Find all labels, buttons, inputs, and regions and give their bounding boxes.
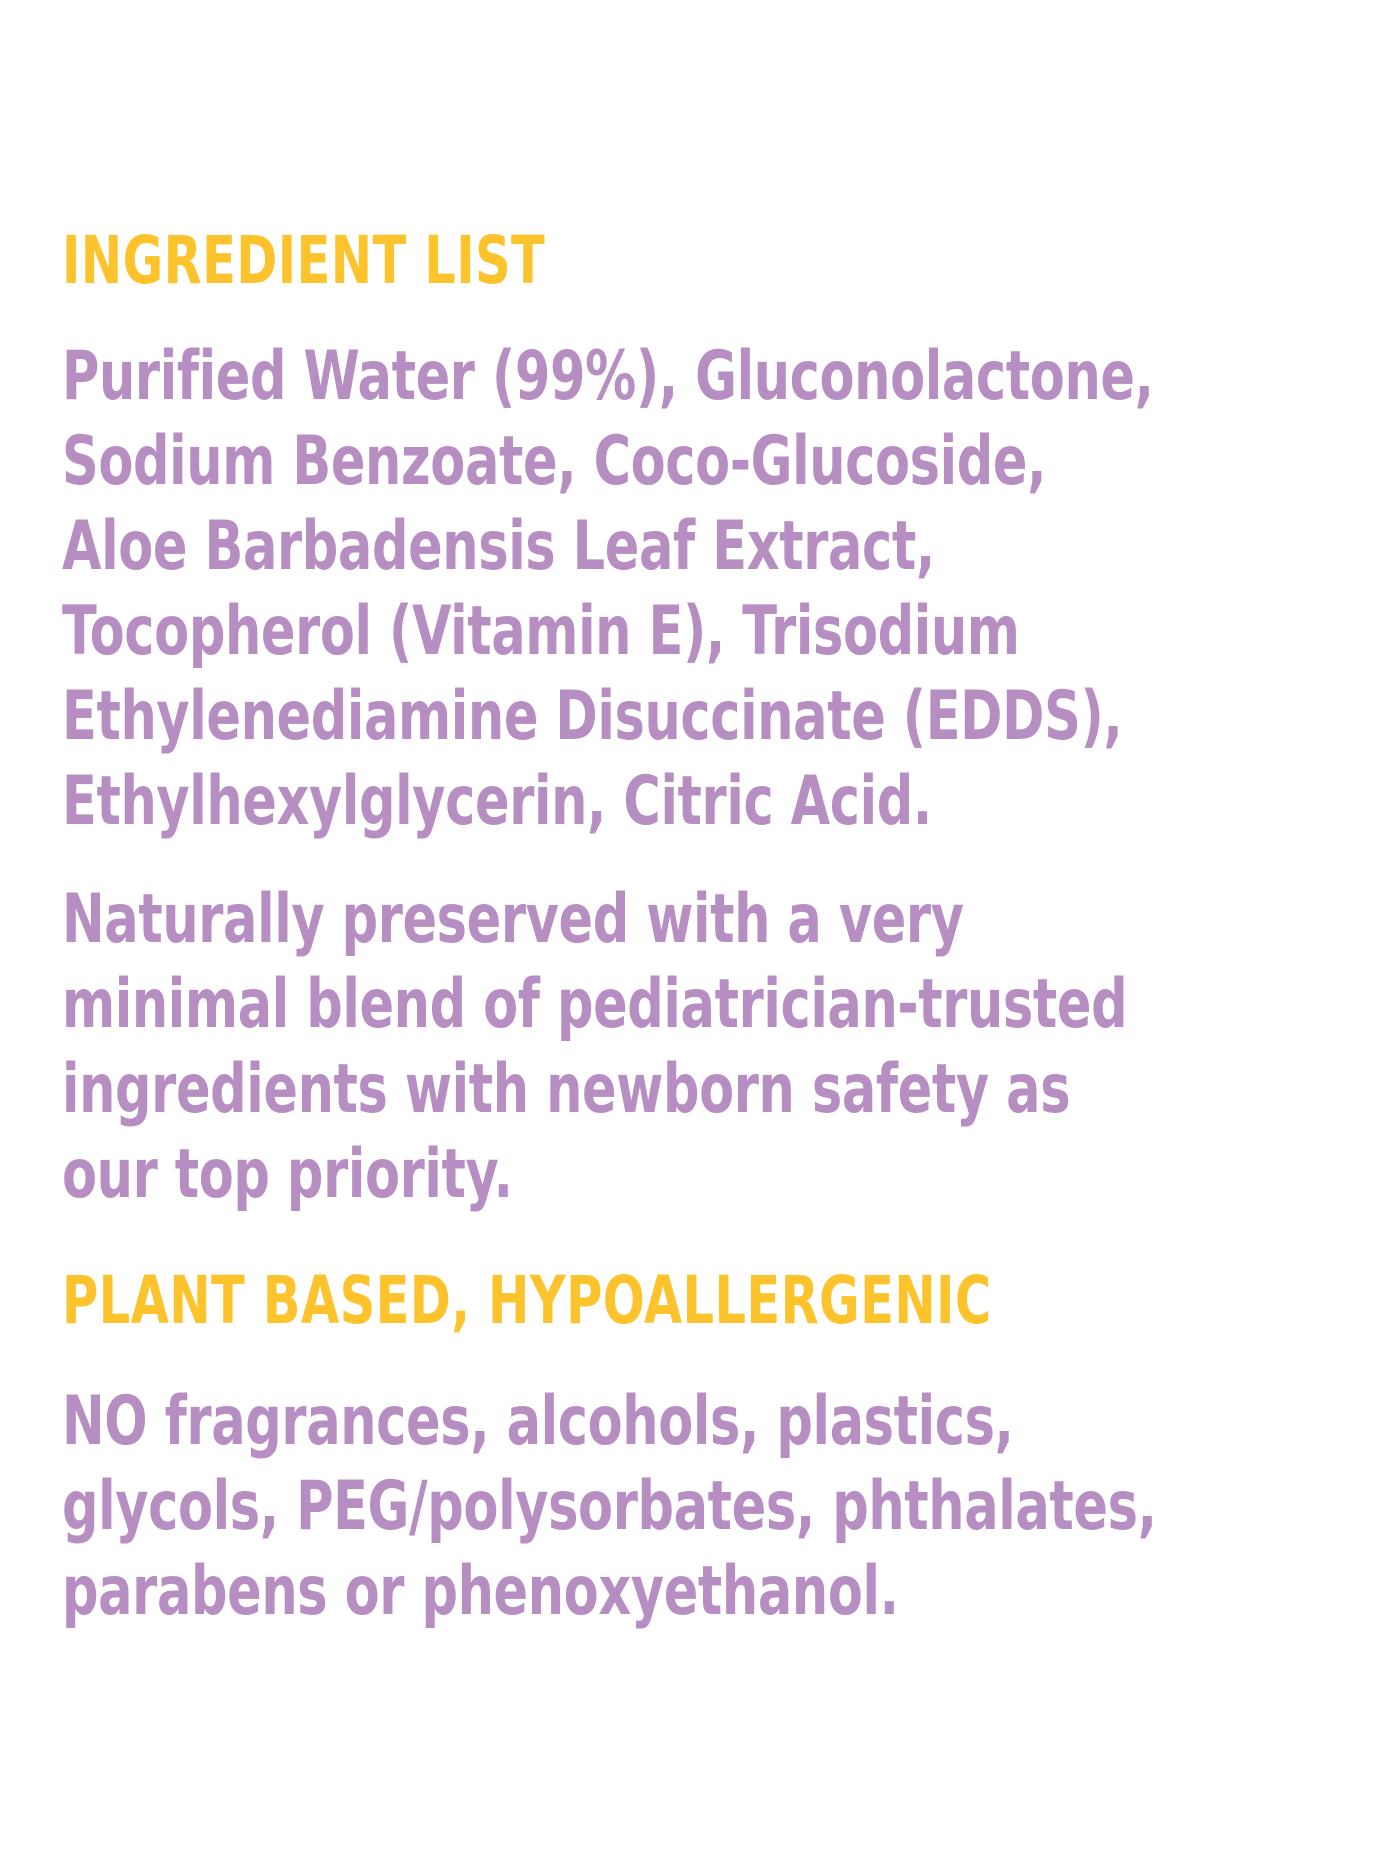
exclusion-line: parabens or phenoxyethanol.: [62, 1552, 899, 1631]
preservative-note-paragraph: [62, 877, 1397, 1217]
plant-based-hypoallergenic-heading: PLANT BASED, HYPOALLERGENIC: [62, 1262, 992, 1339]
exclusions-paragraph: [62, 1379, 1397, 1634]
label-text-column: [62, 218, 1400, 1634]
preservative-note-line: minimal blend of pediatrician-trusted: [62, 965, 1128, 1044]
ingredient-list-paragraph: [62, 334, 1397, 844]
ingredient-list-heading: INGREDIENT LIST: [62, 222, 546, 299]
preservative-note-line: Naturally preserved with a very: [62, 880, 964, 959]
ingredient-line: Aloe Barbadensis Leaf Extract,: [62, 507, 935, 586]
ingredient-line: Ethylenediamine Disuccinate (EDDS),: [62, 677, 1123, 756]
ingredient-line: Ethylhexylglycerin, Citric Acid.: [62, 762, 932, 841]
exclusion-line: NO fragrances, alcohols, plastics,: [62, 1382, 1014, 1461]
preservative-note-line: our top priority.: [62, 1135, 513, 1214]
preservative-note-line: ingredients with newborn safety as: [62, 1050, 1071, 1129]
ingredient-line: Sodium Benzoate, Coco-Glucoside,: [62, 422, 1047, 501]
ingredient-line: Purified Water (99%), Gluconolactone,: [62, 337, 1154, 416]
exclusion-line: glycols, PEG/polysorbates, phthalates,: [62, 1467, 1157, 1546]
ingredient-line: Tocopherol (Vitamin E), Trisodium: [62, 592, 1020, 671]
